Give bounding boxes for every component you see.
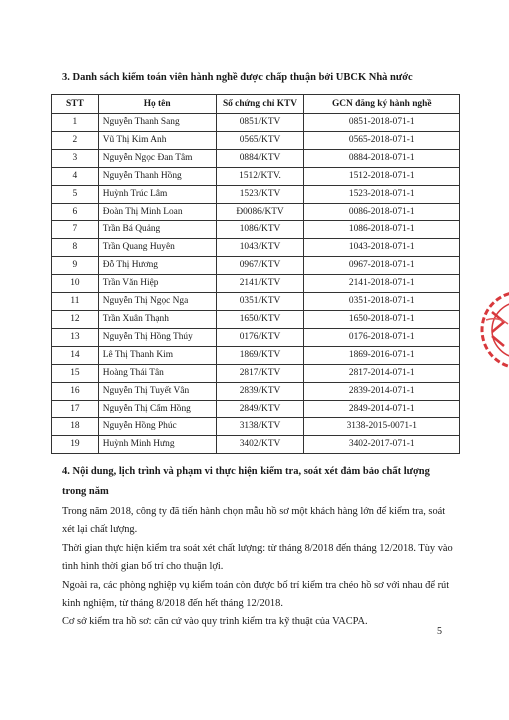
registration-number: 2849-2014-071-1	[304, 400, 460, 418]
certificate-number: 0851/KTV	[216, 114, 304, 132]
table-row	[52, 114, 460, 132]
auditor-name: Trần Quang Huyên	[98, 239, 216, 257]
certificate-number: 1869/KTV	[216, 346, 304, 364]
row-stt: 3	[52, 149, 99, 167]
table-row	[52, 382, 460, 400]
paragraph-sample-selection: Trong năm 2018, công ty đã tiến hành chọn mẫu hồ sơ một khách hàng lớn để kiểm tra, soát xét lại chất lượng.	[62, 506, 446, 535]
certificate-number: 3138/KTV	[216, 418, 304, 436]
registration-number: 2817-2014-071-1	[304, 364, 460, 382]
certificate-number: 0884/KTV	[216, 149, 304, 167]
paragraph-cross-check: Ngoài ra, các phòng nghiệp vụ kiểm toán còn được bố trí kiểm tra chéo hồ sơ với nhau để rút kinh nghiệm, từ tháng 8/2018 đến hết tháng 12/2018.	[62, 580, 450, 609]
table-row	[52, 436, 460, 454]
auditor-name: Nguyễn Thị Hồng Thúy	[98, 328, 216, 346]
table-row	[52, 167, 460, 185]
auditor-name: Nguyễn Ngọc Đan Tâm	[98, 149, 216, 167]
table-row	[52, 239, 460, 257]
registration-number: 0351-2018-071-1	[304, 293, 460, 311]
certificate-number: 0565/KTV	[216, 131, 304, 149]
table-row	[52, 293, 460, 311]
certificate-number: 0967/KTV	[216, 257, 304, 275]
header-registration: GCN đăng ký hành nghề	[304, 95, 460, 114]
certificate-number: 3402/KTV	[216, 436, 304, 454]
auditor-name: Đoàn Thị Minh Loan	[98, 203, 216, 221]
table-row	[52, 275, 460, 293]
table-row	[52, 328, 460, 346]
auditor-name: Đỗ Thị Hương	[98, 257, 216, 275]
auditor-name: Nguyễn Thị Tuyết Vân	[98, 382, 216, 400]
certificate-number: 2817/KTV	[216, 364, 304, 382]
header-certificate: Số chứng chỉ KTV	[216, 95, 304, 114]
registration-number: 0967-2018-071-1	[304, 257, 460, 275]
registration-number: 1043-2018-071-1	[304, 239, 460, 257]
auditor-name: Huỳnh Trúc Lâm	[98, 185, 216, 203]
auditor-name: Nguyễn Thanh Hồng	[98, 167, 216, 185]
table-row	[52, 346, 460, 364]
registration-number: 1523-2018-071-1	[304, 185, 460, 203]
row-stt: 7	[52, 221, 99, 239]
row-stt: 8	[52, 239, 99, 257]
registration-number: 3138-2015-0071-1	[304, 418, 460, 436]
registration-number: 1512-2018-071-1	[304, 167, 460, 185]
certificate-number: 1512/KTV.	[216, 167, 304, 185]
certificate-number: 1523/KTV	[216, 185, 304, 203]
paragraph-basis: Cơ sở kiểm tra hồ sơ: căn cứ vào quy trình kiểm tra kỹ thuật của VACPA.	[62, 616, 368, 627]
registration-number: 2839-2014-071-1	[304, 382, 460, 400]
row-stt: 12	[52, 310, 99, 328]
row-stt: 2	[52, 131, 99, 149]
certificate-number: Đ0086/KTV	[216, 203, 304, 221]
table-row	[52, 364, 460, 382]
row-stt: 5	[52, 185, 99, 203]
table-row	[52, 221, 460, 239]
registration-number: 3402-2017-071-1	[304, 436, 460, 454]
row-stt: 4	[52, 167, 99, 185]
table-row	[52, 400, 460, 418]
row-stt: 18	[52, 418, 99, 436]
table-row	[52, 131, 460, 149]
row-stt: 14	[52, 346, 99, 364]
auditor-name: Trần Xuân Thạnh	[98, 310, 216, 328]
row-stt: 10	[52, 275, 99, 293]
row-stt: 17	[52, 400, 99, 418]
registration-number: 1869-2016-071-1	[304, 346, 460, 364]
auditor-name: Trần Văn Hiệp	[98, 275, 216, 293]
table-row	[52, 310, 460, 328]
auditor-name: Hoàng Thái Tân	[98, 364, 216, 382]
auditor-name: Nguyễn Thanh Sang	[98, 114, 216, 132]
header-name: Họ tên	[98, 95, 216, 114]
registration-number: 0176-2018-071-1	[304, 328, 460, 346]
auditor-name: Huỳnh Minh Hưng	[98, 436, 216, 454]
table-row	[52, 203, 460, 221]
page-number: 5	[437, 626, 442, 637]
certificate-number: 2141/KTV	[216, 275, 304, 293]
auditor-name: Trần Bá Quảng	[98, 221, 216, 239]
certificate-number: 0351/KTV	[216, 293, 304, 311]
row-stt: 1	[52, 114, 99, 132]
auditor-name: Nguyễn Thị Cẩm Hồng	[98, 400, 216, 418]
row-stt: 11	[52, 293, 99, 311]
registration-number: 2141-2018-071-1	[304, 275, 460, 293]
registration-number: 0086-2018-071-1	[304, 203, 460, 221]
auditor-name: Nguyễn Thị Ngọc Nga	[98, 293, 216, 311]
table-row	[52, 149, 460, 167]
auditor-name: Vũ Thị Kim Anh	[98, 131, 216, 149]
registration-number: 0851-2018-071-1	[304, 114, 460, 132]
registration-number: 0565-2018-071-1	[304, 131, 460, 149]
certificate-number: 1650/KTV	[216, 310, 304, 328]
row-stt: 6	[52, 203, 99, 221]
header-stt: STT	[52, 95, 99, 114]
table-row	[52, 185, 460, 203]
table-row	[52, 257, 460, 275]
paragraph-review-period: Thời gian thực hiện kiểm tra soát xét chất lượng: từ tháng 8/2018 đến tháng 12/2018. Tùy vào tình hình thời gian bố trí cho thuận lợi.	[62, 543, 453, 572]
certificate-number: 2849/KTV	[216, 400, 304, 418]
auditor-table-body	[52, 114, 460, 454]
registration-number: 0884-2018-071-1	[304, 149, 460, 167]
row-stt: 19	[52, 436, 99, 454]
registration-number: 1650-2018-071-1	[304, 310, 460, 328]
section-4-title: 4. Nội dung, lịch trình và phạm vi thực hiện kiểm tra, soát xét đảm bảo chất lượng trong năm	[62, 466, 430, 497]
registration-number: 1086-2018-071-1	[304, 221, 460, 239]
certificate-number: 1043/KTV	[216, 239, 304, 257]
row-stt: 13	[52, 328, 99, 346]
certificate-number: 2839/KTV	[216, 382, 304, 400]
certificate-number: 1086/KTV	[216, 221, 304, 239]
auditor-name: Lê Thị Thanh Kim	[98, 346, 216, 364]
table-row	[52, 418, 460, 436]
red-seal-stamp	[478, 250, 509, 410]
certificate-number: 0176/KTV	[216, 328, 304, 346]
row-stt: 16	[52, 382, 99, 400]
auditor-name: Nguyễn Hồng Phúc	[98, 418, 216, 436]
row-stt: 9	[52, 257, 99, 275]
auditor-table	[51, 94, 460, 454]
table-header-row	[52, 95, 460, 114]
row-stt: 15	[52, 364, 99, 382]
section-3-title: 3. Danh sách kiểm toán viên hành nghề được chấp thuận bởi UBCK Nhà nước	[62, 72, 413, 83]
